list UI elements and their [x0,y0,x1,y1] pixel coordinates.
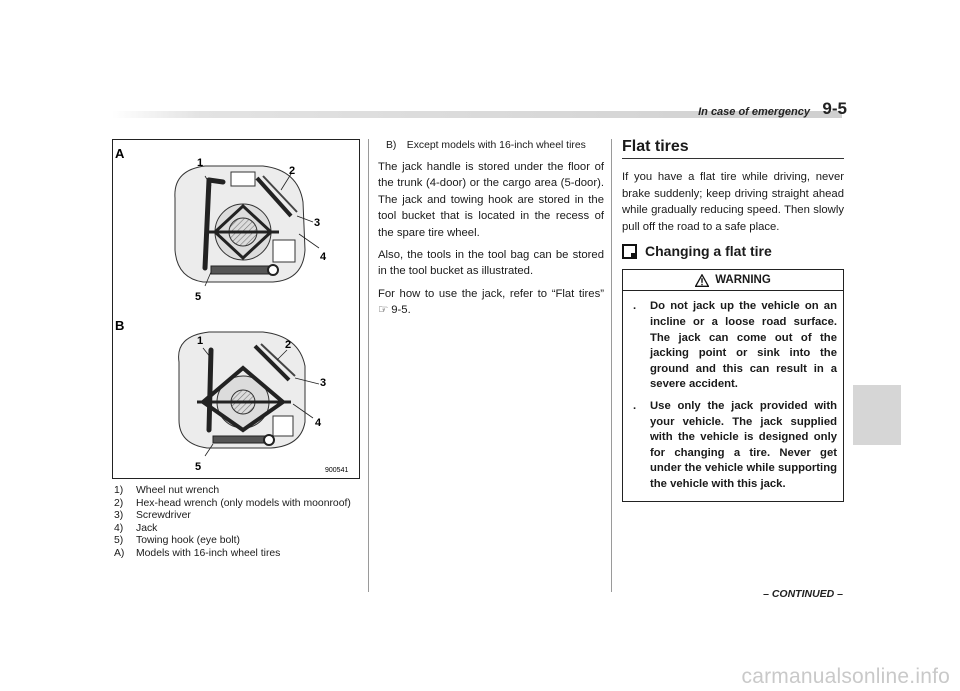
watermark: carmanualsonline.info [741,665,950,688]
panel-a-label: A [115,146,125,161]
square-bullet-icon [622,244,637,259]
intro-paragraph: If you have a flat tire while driving, never brake suddenly; keep driving straight ahead while gradually reducing speed. Then slowly pull off the road to a safe place. [622,171,844,233]
warning-triangle-icon [695,274,709,287]
legend-item [114,548,360,561]
legend-item [114,510,360,523]
warning-item [629,399,837,493]
right-column [622,139,844,502]
legend-text: Jack [136,522,158,534]
legend-key: 1) [114,485,124,496]
column-divider-left [368,139,369,592]
paragraph-jack-storage: The jack handle is stored under the floor of the trunk (4-door) or the cargo area (5-door). The jack and towing hook are stored in the tool bucket that is located in the recess of the spare tire wheel. [378,161,604,239]
continued-label: – CONTINUED – [763,588,843,600]
callout-b-4: 4 [315,417,322,429]
figure-legend [114,485,360,561]
figure-code: 900541 [325,467,349,474]
legend-key: 3) [114,510,124,522]
middle-column [378,139,604,325]
paragraph-tool-bag: Also, the tools in the tool bag can be stored in the tool bucket as illustrated. [378,249,604,278]
warning-header [623,270,843,291]
caption-b: B) Except models with 16-inch wheel tires [386,140,586,151]
legend-text: Hex-head wrench (only models with moonroof) [136,497,351,509]
chapter-tab [853,385,901,445]
callout-a-3: 3 [314,217,321,229]
callout-a-1: 1 [197,157,204,169]
warning-bullet: . [633,400,637,412]
paragraph-jack-reference: For how to use the jack, refer to “Flat tires” ☞ 9-5. [378,287,604,317]
warning-text: Use only the jack provided with your vehicle. The jack supplied with the vehicle is designed only for changing a tire. Never get under the vehicle while supporting the vehicle with this jack. [650,400,837,490]
legend-item [114,485,360,498]
legend-item [114,523,360,536]
callout-a-4: 4 [320,251,327,263]
legend-text: Wheel nut wrench [136,485,220,496]
panel-b-label: B [115,318,125,333]
legend-key: 5) [114,535,124,547]
callout-b-5: 5 [195,461,202,473]
legend-text: Models with 16-inch wheel tires [136,547,281,559]
legend-item [114,498,360,511]
callout-b-2: 2 [285,339,292,351]
legend-key: A) [114,547,125,559]
subsection-title: Changing a flat tire [645,243,772,260]
warning-bullet: . [633,300,637,313]
page-number: 9-5 [822,99,847,118]
warning-item [629,299,837,393]
callout-b-3: 3 [320,377,327,389]
legend-key: 4) [114,522,124,534]
column-divider-right [611,139,612,592]
warning-title: WARNING [715,274,771,287]
callout-b-1: 1 [197,335,204,347]
tools-diagram [113,140,359,478]
section-title: Flat tires [622,139,844,159]
legend-text: Towing hook (eye bolt) [136,535,240,547]
legend-item [114,535,360,548]
callout-a-2: 2 [289,165,296,177]
warning-box [622,269,844,501]
warning-body [623,291,843,500]
legend-text: Screwdriver [136,510,191,522]
subsection-heading [622,243,844,259]
callout-a-5: 5 [195,291,202,303]
panel-a-drawing [175,166,319,286]
header-section-title: In case of emergency [698,106,810,118]
tools-illustration [112,139,360,479]
panel-b-drawing [179,332,319,456]
legend-key: 2) [114,497,124,509]
warning-text: Do not jack up the vehicle on an incline or a loose road surface. The jack can come out of the jacking point or sink into the ground and this can result in a severe accident. [650,300,837,391]
